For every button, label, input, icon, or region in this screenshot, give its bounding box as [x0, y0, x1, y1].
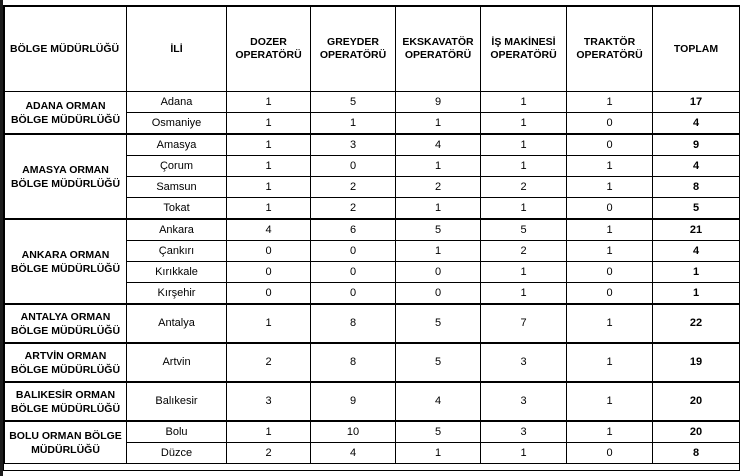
greyder-cell: 0 — [311, 241, 396, 262]
ekskavator-cell: 1 — [396, 113, 481, 135]
city-cell: Tokat — [127, 198, 227, 220]
ekskavator-cell: 0 — [396, 262, 481, 283]
ekskavator-cell: 1 — [396, 198, 481, 220]
dozer-cell: 4 — [227, 219, 311, 241]
dozer-cell: 1 — [227, 304, 311, 343]
header-traktor: TRAKTÖR OPERATÖRÜ — [567, 7, 653, 92]
ekskavator-cell: 5 — [396, 343, 481, 382]
traktor-cell: 0 — [567, 262, 653, 283]
total-cell: 1 — [653, 283, 740, 305]
traktor-cell: 0 — [567, 283, 653, 305]
city-cell: Samsun — [127, 177, 227, 198]
table-row — [5, 343, 740, 382]
city-cell: Balıkesir — [127, 382, 227, 421]
document-page — [3, 5, 740, 471]
total-cell: 22 — [653, 304, 740, 343]
is-makinesi-cell: 1 — [481, 113, 567, 135]
traktor-cell: 0 — [567, 134, 653, 156]
traktor-cell: 1 — [567, 421, 653, 443]
total-cell: 5 — [653, 198, 740, 220]
ekskavator-cell: 9 — [396, 92, 481, 113]
ekskavator-cell: 5 — [396, 219, 481, 241]
header-is-makinesi: İŞ MAKİNESİ OPERATÖRÜ — [481, 7, 567, 92]
traktor-cell: 1 — [567, 304, 653, 343]
dozer-cell: 2 — [227, 443, 311, 464]
is-makinesi-cell: 1 — [481, 283, 567, 305]
traktor-cell: 1 — [567, 241, 653, 262]
dozer-cell: 1 — [227, 421, 311, 443]
greyder-cell: 10 — [311, 421, 396, 443]
traktor-cell: 0 — [567, 198, 653, 220]
region-cell: ARTVİN ORMAN BÖLGE MÜDÜRLÜĞÜ — [5, 343, 127, 382]
is-makinesi-cell: 5 — [481, 219, 567, 241]
ekskavator-cell: 5 — [396, 421, 481, 443]
city-cell: Artvin — [127, 343, 227, 382]
header-dozer: DOZER OPERATÖRÜ — [227, 7, 311, 92]
header-total: TOPLAM — [653, 7, 740, 92]
table-row — [5, 219, 740, 241]
dozer-cell: 0 — [227, 283, 311, 305]
traktor-cell: 0 — [567, 443, 653, 464]
table-row — [5, 421, 740, 443]
total-cell: 20 — [653, 421, 740, 443]
table-row — [5, 92, 740, 113]
ekskavator-cell: 1 — [396, 156, 481, 177]
greyder-cell: 0 — [311, 262, 396, 283]
is-makinesi-cell: 2 — [481, 177, 567, 198]
total-cell: 9 — [653, 134, 740, 156]
greyder-cell: 2 — [311, 177, 396, 198]
city-cell: Kırşehir — [127, 283, 227, 305]
is-makinesi-cell: 3 — [481, 343, 567, 382]
total-cell: 4 — [653, 113, 740, 135]
is-makinesi-cell: 3 — [481, 421, 567, 443]
city-cell: Çankırı — [127, 241, 227, 262]
traktor-cell: 1 — [567, 343, 653, 382]
traktor-cell: 0 — [567, 113, 653, 135]
header-city: İLİ — [127, 7, 227, 92]
city-cell: Kırıkkale — [127, 262, 227, 283]
region-cell: ANTALYA ORMAN BÖLGE MÜDÜRLÜĞÜ — [5, 304, 127, 343]
header-region: BÖLGE MÜDÜRLÜĞÜ — [5, 7, 127, 92]
total-cell: 4 — [653, 156, 740, 177]
total-cell: 21 — [653, 219, 740, 241]
is-makinesi-cell: 1 — [481, 92, 567, 113]
greyder-cell: 2 — [311, 198, 396, 220]
total-cell: 19 — [653, 343, 740, 382]
region-cell: BOLU ORMAN BÖLGE MÜDÜRLÜĞÜ — [5, 421, 127, 464]
total-cell: 8 — [653, 443, 740, 464]
dozer-cell: 2 — [227, 343, 311, 382]
dozer-cell: 1 — [227, 156, 311, 177]
ekskavator-cell: 4 — [396, 134, 481, 156]
greyder-cell: 0 — [311, 156, 396, 177]
city-cell: Düzce — [127, 443, 227, 464]
traktor-cell: 1 — [567, 92, 653, 113]
traktor-cell: 1 — [567, 219, 653, 241]
greyder-cell: 8 — [311, 304, 396, 343]
header-greyder: GREYDER OPERATÖRÜ — [311, 7, 396, 92]
region-cell: ADANA ORMAN BÖLGE MÜDÜRLÜĞÜ — [5, 92, 127, 135]
greyder-cell: 4 — [311, 443, 396, 464]
table-row — [5, 382, 740, 421]
dozer-cell: 1 — [227, 92, 311, 113]
is-makinesi-cell: 1 — [481, 443, 567, 464]
traktor-cell: 1 — [567, 177, 653, 198]
ekskavator-cell: 0 — [396, 283, 481, 305]
ekskavator-cell: 4 — [396, 382, 481, 421]
dozer-cell: 1 — [227, 198, 311, 220]
traktor-cell: 1 — [567, 156, 653, 177]
ekskavator-cell: 2 — [396, 177, 481, 198]
greyder-cell: 0 — [311, 283, 396, 305]
dozer-cell: 1 — [227, 113, 311, 135]
operator-table — [4, 6, 740, 464]
region-cell: AMASYA ORMAN BÖLGE MÜDÜRLÜĞÜ — [5, 134, 127, 219]
header-ekskavator: EKSKAVATÖR OPERATÖRÜ — [396, 7, 481, 92]
is-makinesi-cell: 1 — [481, 134, 567, 156]
city-cell: Antalya — [127, 304, 227, 343]
is-makinesi-cell: 3 — [481, 382, 567, 421]
greyder-cell: 5 — [311, 92, 396, 113]
city-cell: Amasya — [127, 134, 227, 156]
dozer-cell: 1 — [227, 177, 311, 198]
greyder-cell: 8 — [311, 343, 396, 382]
greyder-cell: 3 — [311, 134, 396, 156]
total-cell: 17 — [653, 92, 740, 113]
region-cell: BALIKESİR ORMAN BÖLGE MÜDÜRLÜĞÜ — [5, 382, 127, 421]
greyder-cell: 1 — [311, 113, 396, 135]
city-cell: Adana — [127, 92, 227, 113]
total-cell: 4 — [653, 241, 740, 262]
dozer-cell: 3 — [227, 382, 311, 421]
dozer-cell: 0 — [227, 241, 311, 262]
ekskavator-cell: 1 — [396, 241, 481, 262]
ekskavator-cell: 5 — [396, 304, 481, 343]
table-header — [5, 7, 740, 92]
is-makinesi-cell: 1 — [481, 198, 567, 220]
total-cell: 1 — [653, 262, 740, 283]
city-cell: Çorum — [127, 156, 227, 177]
dozer-cell: 1 — [227, 134, 311, 156]
table-row — [5, 134, 740, 156]
total-cell: 20 — [653, 382, 740, 421]
is-makinesi-cell: 2 — [481, 241, 567, 262]
ekskavator-cell: 1 — [396, 443, 481, 464]
city-cell: Osmaniye — [127, 113, 227, 135]
city-cell: Bolu — [127, 421, 227, 443]
region-cell: ANKARA ORMAN BÖLGE MÜDÜRLÜĞÜ — [5, 219, 127, 304]
table-row — [5, 304, 740, 343]
greyder-cell: 9 — [311, 382, 396, 421]
traktor-cell: 1 — [567, 382, 653, 421]
is-makinesi-cell: 1 — [481, 156, 567, 177]
city-cell: Ankara — [127, 219, 227, 241]
is-makinesi-cell: 7 — [481, 304, 567, 343]
is-makinesi-cell: 1 — [481, 262, 567, 283]
dozer-cell: 0 — [227, 262, 311, 283]
total-cell: 8 — [653, 177, 740, 198]
table-body — [5, 92, 740, 464]
greyder-cell: 6 — [311, 219, 396, 241]
